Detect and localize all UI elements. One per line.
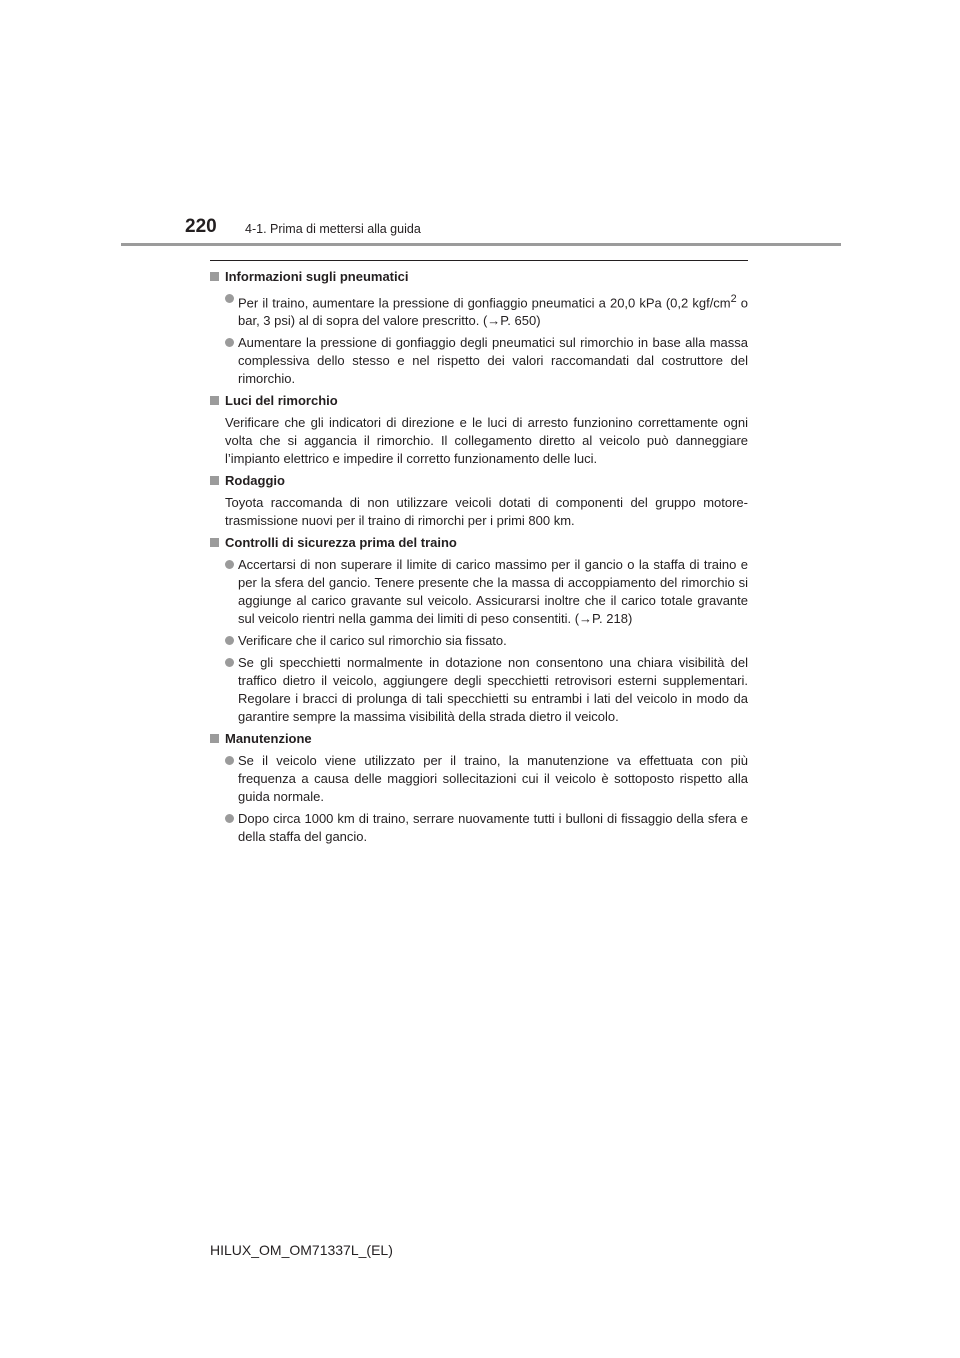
round-bullet-icon: [225, 814, 234, 823]
section-tyre-info: [210, 268, 748, 388]
round-bullet-icon: [225, 658, 234, 667]
page-number: 220: [185, 216, 217, 237]
bullet-text: Aumentare la pressione di gonfiaggio degli pneumatici sul rimorchio in base alla massa complessiva dello stesso e nel rispetto dei valori raccomandati dal costruttore del rimorchio.: [238, 335, 748, 387]
round-bullet-icon: [225, 294, 234, 303]
section-maintenance: [210, 730, 748, 846]
bullet-text: Dopo circa 1000 km di traino, serrare nuovamente tutti i bulloni di fissaggio della sfera e della staffa del gancio.: [238, 811, 748, 845]
round-bullet-icon: [225, 636, 234, 645]
bullet-item: [210, 654, 748, 726]
square-bullet-icon: [210, 272, 219, 281]
bullet-item: [210, 334, 748, 388]
bullet-text-part: Per il traino, aumentare la pressione di gonfiaggio pneumatici a 20,0 kPa (0,2 kgf/cm: [238, 295, 731, 311]
square-bullet-icon: [210, 396, 219, 405]
section-trailer-lights: [210, 392, 748, 468]
document-code-footer: HILUX_OM_OM71337L_(EL): [210, 1242, 393, 1258]
bullet-text: Verificare che il carico sul rimorchio sia fissato.: [238, 633, 507, 649]
bullet-text: Se il veicolo viene utilizzato per il traino, la manutenzione va effettuata con più frequenza a causa delle maggiori sollecitazioni cui il veicolo è sottoposto rispetto alla guida normale.: [238, 753, 748, 805]
heading-text: Manutenzione: [225, 731, 312, 747]
bullet-text: Se gli specchietti normalmente in dotazione non consentono una chiara visibilità del traffico dietro il veicolo, aggiungere degli specchietti retrovisori esterni supplementari. Regolare i bracci di prolunga di tali specchietti su entrambi i lati del veicolo in modo da garantire sempre la massima visibilità della strada dietro il veicolo.: [238, 655, 748, 725]
heading-text: Controlli di sicurezza prima del traino: [225, 535, 457, 551]
section-break-in: [210, 472, 748, 530]
section-heading: [210, 472, 748, 490]
header-divider: [121, 243, 841, 246]
bullet-item: [210, 290, 748, 330]
round-bullet-icon: [225, 338, 234, 347]
section-heading: [210, 268, 748, 286]
paragraph: Verificare che gli indicatori di direzione e le luci di arresto funzionino correttamente ogni volta che si aggancia il rimorchio. Il collegamento diretto al veicolo può danneggiare l’impianto elettrico e impedire il corretto funzionamento delle luci.: [225, 415, 748, 467]
bullet-item: [210, 810, 748, 846]
square-bullet-icon: [210, 734, 219, 743]
chapter-section-title: 4-1. Prima di mettersi alla guida: [245, 222, 421, 236]
section-heading: [210, 392, 748, 410]
bullet-text: Accertarsi di non superare il limite di carico massimo per il gancio o la staffa di traino e per la sfera del gancio. Tenere presente che la massa di accoppiamento del rimorchio si aggiunge al carico gravante sul veicolo. Assicurarsi inoltre che il carico totale gravante sul veicolo rientri nella gamma dei limiti di peso consentiti. (→P. 218): [238, 557, 748, 627]
section-heading: [210, 534, 748, 552]
page-content: [210, 268, 748, 846]
square-bullet-icon: [210, 538, 219, 547]
section-heading: [210, 730, 748, 748]
content-top-divider: [210, 260, 748, 261]
bullet-item: [210, 632, 748, 650]
heading-text: Rodaggio: [225, 473, 285, 489]
bullet-text-part: o bar, 3 psi) al di sopra del valore prescritto. (→P. 650): [238, 295, 748, 329]
bullet-item: [210, 556, 748, 628]
round-bullet-icon: [225, 756, 234, 765]
heading-text: Informazioni sugli pneumatici: [225, 269, 409, 284]
paragraph: Toyota raccomanda di non utilizzare veicoli dotati di componenti del gruppo motore-trasmissione nuovi per il traino di rimorchi per i primi 800 km.: [225, 495, 748, 529]
heading-text: Luci del rimorchio: [225, 393, 338, 409]
superscript: 2: [730, 293, 737, 305]
round-bullet-icon: [225, 560, 234, 569]
section-safety-checks: [210, 534, 748, 726]
bullet-item: [210, 752, 748, 806]
square-bullet-icon: [210, 476, 219, 485]
